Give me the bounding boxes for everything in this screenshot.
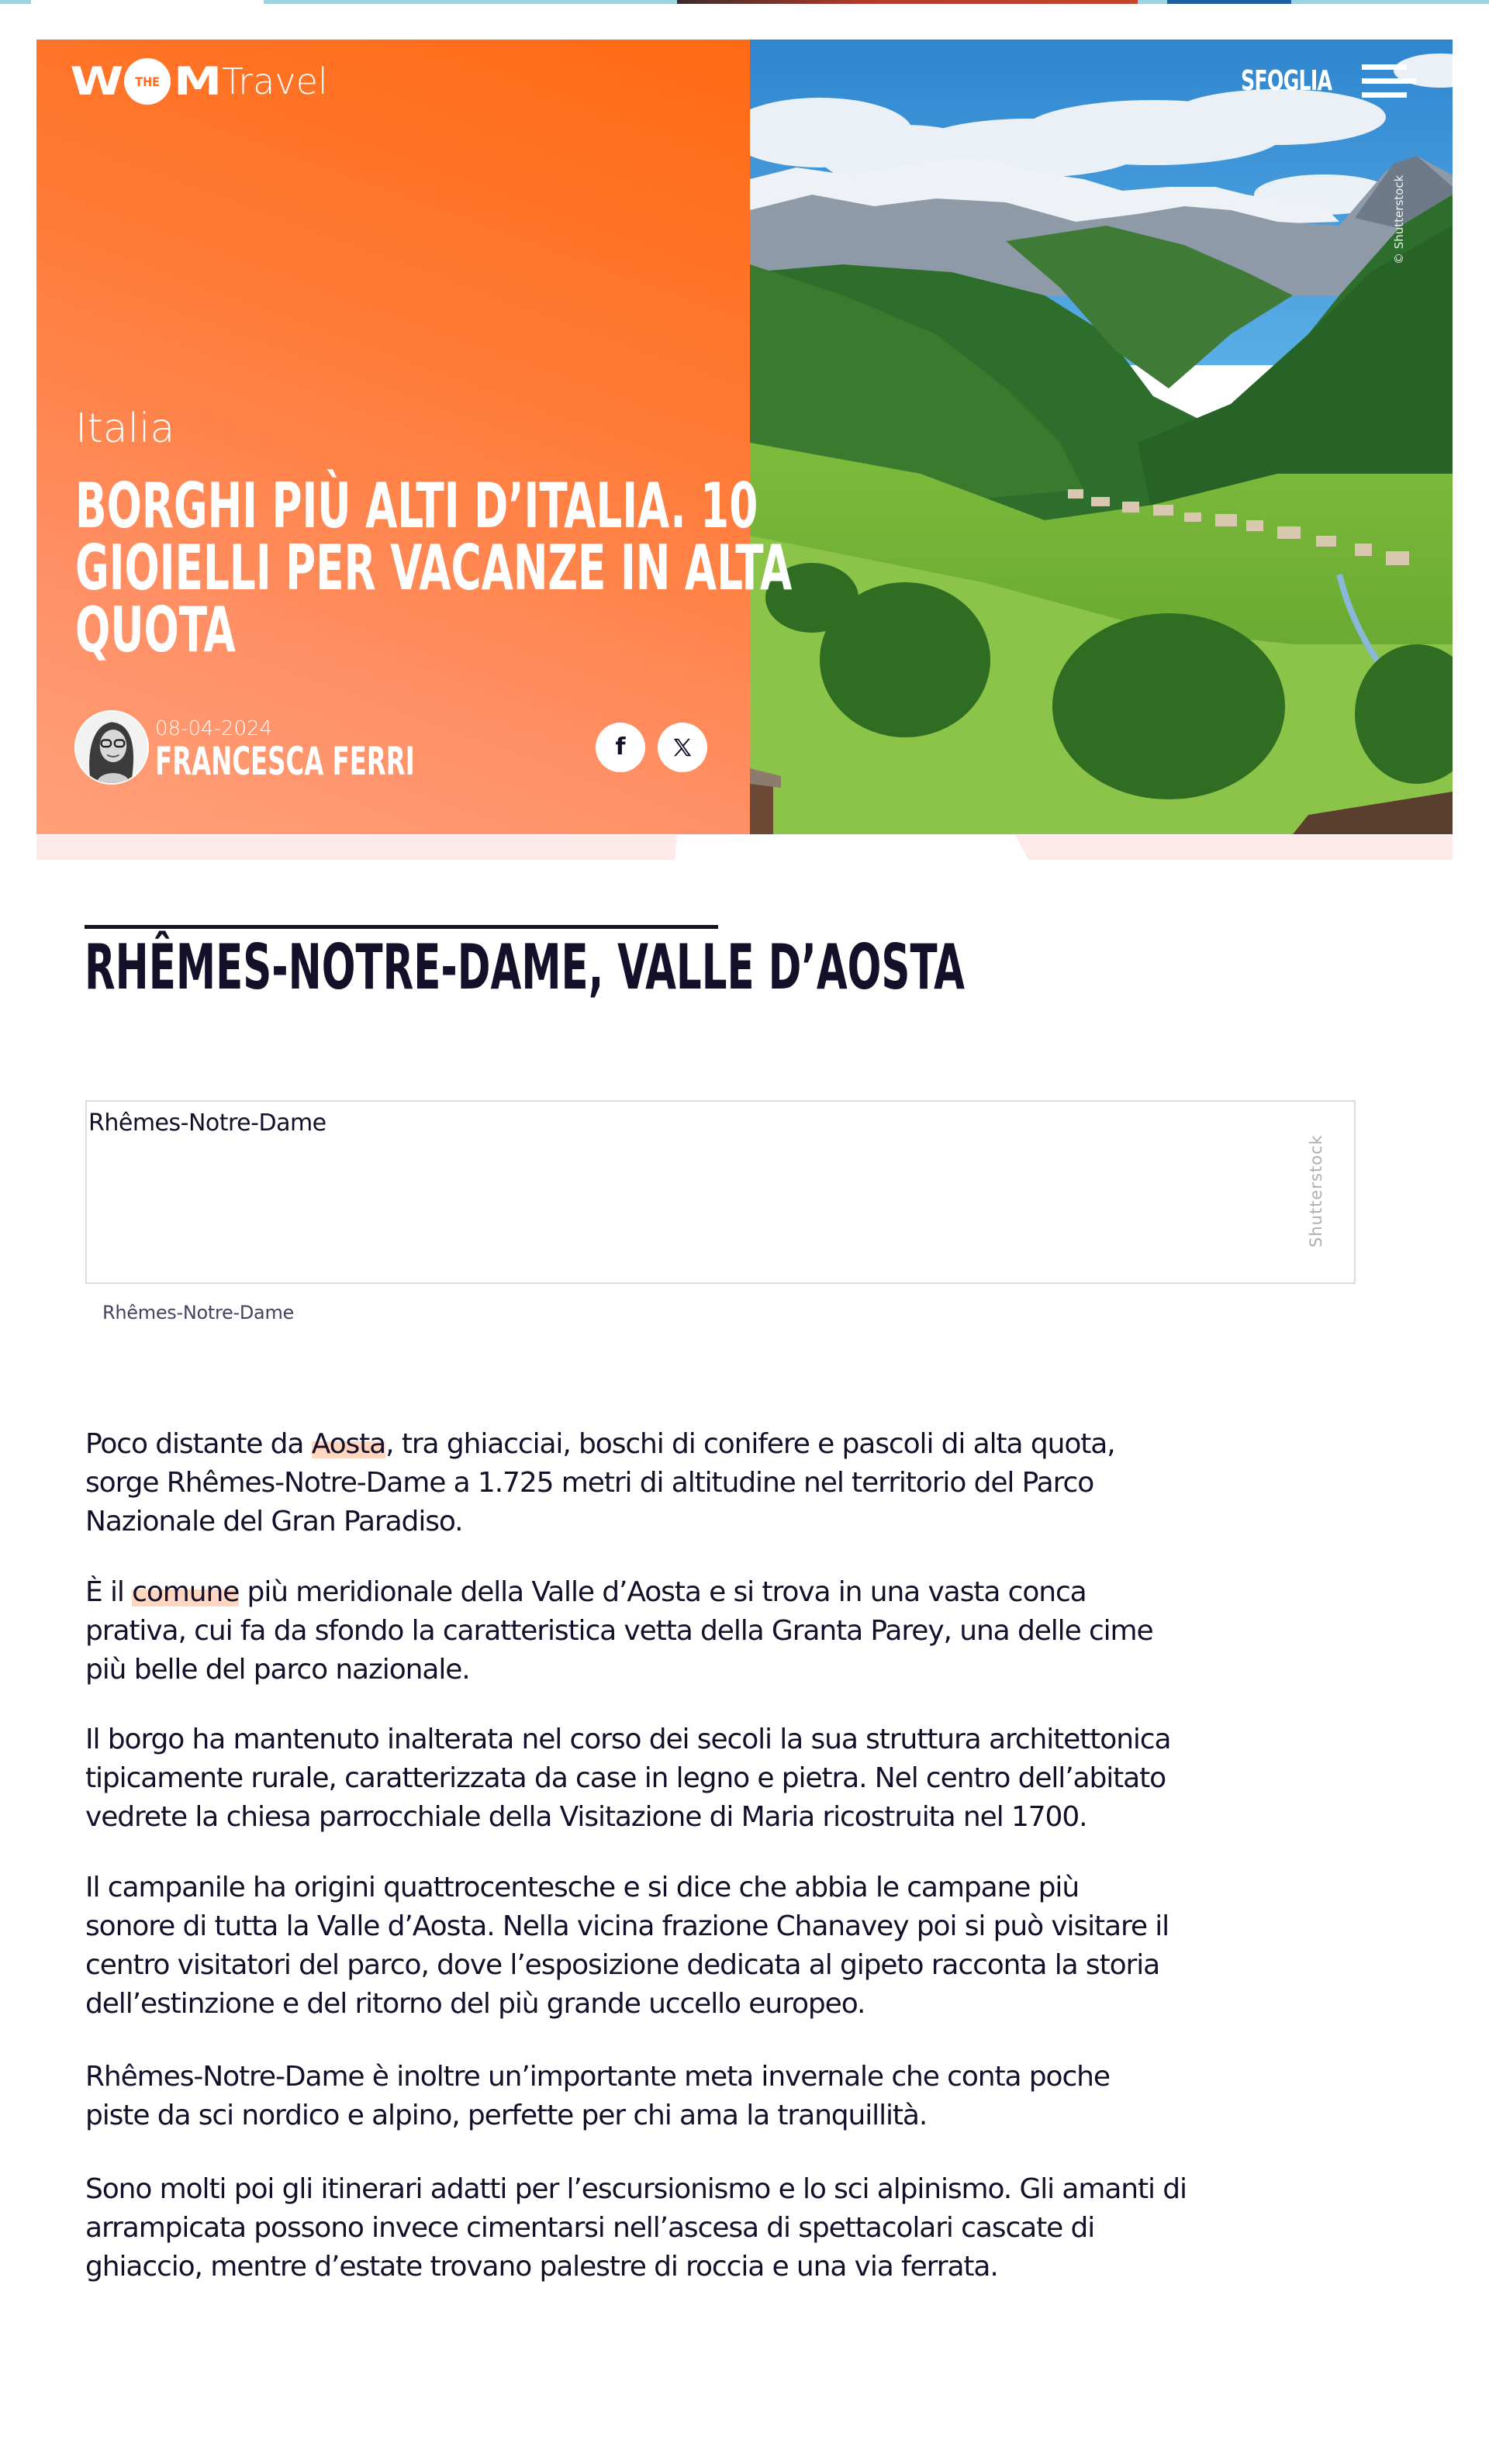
article-paragraph [85, 2170, 1373, 2286]
paragraph-line: Sono molti poi gli itinerari adatti per l’escursionismo e lo sci alpinismo. Gli amanti di [85, 2173, 1187, 2205]
hero-bottom-strip [36, 835, 1453, 860]
article-paragraph [85, 1573, 1373, 1689]
paragraph-line: vedrete la chiesa parrocchiale della Visitazione di Maria ricostruita nel 1700. [85, 1801, 1087, 1833]
article-paragraph [85, 1720, 1373, 1837]
aosta-link[interactable]: Aosta [311, 1428, 386, 1460]
paragraph-line: Il campanile ha origini quattrocentesche e si dice che abbia le campane più [85, 1872, 1080, 1903]
publish-date: 08-04-2024 [155, 717, 273, 740]
paragraph-line: tipicamente rurale, caratterizzata da case in legno e pietra. Nel centro dell’abitato [85, 1762, 1166, 1794]
image-alt-text: Rhêmes-Notre-Dame [88, 1109, 326, 1137]
paragraph-line [85, 1573, 1373, 1612]
site-logo[interactable] [70, 57, 328, 106]
hamburger-bar [1362, 92, 1407, 98]
author-name[interactable]: FRANCESCA FERRI [155, 739, 415, 784]
hamburger-icon[interactable] [1362, 64, 1416, 98]
article-image-placeholder [85, 1100, 1356, 1284]
paragraph-line: più belle del parco nazionale. [85, 1654, 470, 1686]
image-caption: Rhêmes-Notre-Dame [102, 1302, 295, 1323]
paragraph-line: sonore di tutta la Valle d’Aosta. Nella vicina frazione Chanavey poi si può visitare il [85, 1910, 1169, 1942]
article-title-line: GIOIELLI PER VACANZE IN ALTA [75, 532, 793, 604]
section-heading: RHÊMES-NOTRE-DAME, VALLE D’AOSTA [85, 931, 965, 1003]
logo-letter-m: M [174, 59, 220, 104]
logo-travel-text: Travel [221, 60, 328, 102]
article-paragraph [85, 1869, 1373, 2024]
paragraph-line: arrampicata possono invece cimentarsi nell’ascesa di spettacolari cascate di [85, 2212, 1095, 2244]
author-avatar[interactable] [74, 710, 149, 785]
paragraph-line: Rhêmes-Notre-Dame è inoltre un’importante meta invernale che conta poche [85, 2061, 1110, 2093]
logo-the-circle: THE [124, 58, 171, 105]
top-banner-sliver [0, 0, 1489, 4]
paragraph-line: sorge Rhêmes-Notre-Dame a 1.725 metri di altitudine nel territorio del Parco [85, 1467, 1094, 1499]
logo-letter-w: W [70, 59, 122, 104]
share-x-button[interactable] [658, 723, 707, 772]
top-banner-red-block [677, 0, 1138, 4]
paragraph-line: piste da sci nordico e alpino, perfette per chi ama la tranquillità. [85, 2100, 928, 2131]
hero-photo [750, 40, 1453, 834]
paragraph-line: ghiaccio, mentre d’estate trovano palestre di roccia e una via ferrata. [85, 2251, 998, 2283]
article-paragraph [85, 1425, 1373, 1541]
text-run: più meridionale della Valle d’Aosta e si trova in una vasta conca [239, 1576, 1087, 1608]
paragraph-line: dell’estinzione e del ritorno del più grande uccello europeo. [85, 1988, 865, 2020]
hamburger-bar [1362, 64, 1407, 70]
hero-bottom-strip-shape [36, 835, 1453, 860]
browse-link[interactable]: SFOGLIA [1241, 65, 1332, 97]
text-run: Poco distante da [85, 1428, 312, 1460]
category-link[interactable]: Italia [75, 405, 175, 452]
article-title-line: BORGHI PIÙ ALTI D’ITALIA. 10 [75, 470, 758, 542]
author-portrait [76, 712, 147, 783]
article-paragraph [85, 2058, 1373, 2135]
article-hero [36, 40, 1453, 834]
facebook-icon: f [615, 733, 626, 761]
paragraph-line [85, 1425, 1373, 1464]
image-credit: Shutterstock [1307, 1134, 1325, 1248]
section-rule [85, 925, 718, 929]
alpine-valley-photo [750, 40, 1453, 834]
text-run: È il [85, 1576, 133, 1608]
text-run: , tra ghiacciai, boschi di conifere e pascoli di alta quota, [385, 1428, 1115, 1460]
paragraph-line: Il borgo ha mantenuto inalterata nel corso dei secoli la sua struttura architettonica [85, 1724, 1171, 1755]
share-facebook-button[interactable] [596, 723, 645, 772]
paragraph-line: centro visitatori del parco, dove l’esposizione dedicata al gipeto racconta la storia [85, 1949, 1160, 1981]
x-twitter-icon [671, 736, 694, 759]
top-banner-blue-block [1167, 0, 1291, 4]
paragraph-line: Nazionale del Gran Paradiso. [85, 1506, 463, 1537]
top-banner-gap [31, 0, 264, 4]
hamburger-bar [1362, 78, 1416, 84]
article-title [75, 470, 793, 666]
paragraph-line: prativa, cui fa da sfondo la caratteristica vetta della Granta Parey, una delle cime [85, 1615, 1153, 1647]
comune-link[interactable]: comune [132, 1576, 240, 1608]
hero-photo-credit: © Shutterstock [1392, 174, 1406, 264]
article-title-line: QUOTA [75, 594, 236, 666]
